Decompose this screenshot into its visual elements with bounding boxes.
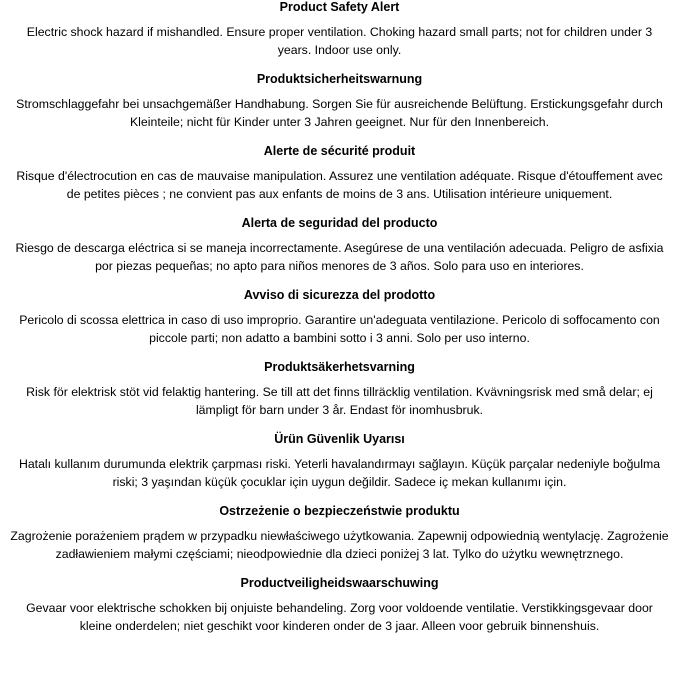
section-body: Electric shock hazard if mishandled. Ensure proper ventilation. Choking hazard small parts; not for children under 3 years. Indoor use only. [26, 24, 653, 58]
safety-section [8, 351, 671, 423]
section-heading: Alerte de sécurité produit [263, 144, 416, 158]
safety-section [8, 495, 671, 567]
section-body: Risk för elektrisk stöt vid felaktig hantering. Se till att det finns tillräcklig ventilation. Kvävningsrisk med små delar; ej lämpligt för barn under 3 år. Endast för inomhusbruk. [26, 384, 653, 418]
section-body: Riesgo de descarga eléctrica si se maneja incorrectamente. Asegúrese de una ventilación adecuada. Peligro de asfixia por piezas pequeñas; no apto para niños menores de 3 años. Solo para uso en interiores. [15, 240, 664, 274]
section-body: Stromschlaggefahr bei unsachgemäßer Handhabung. Sorgen Sie für ausreichende Belüftung. Erstickungsgefahr durch Kleinteile; nicht für Kinder unter 3 Jahren geeignet. Nur für den Innenbereich. [16, 96, 663, 130]
section-heading: Alerta de seguridad del producto [241, 216, 438, 230]
section-heading: Ürün Güvenlik Uyarısı [274, 432, 405, 446]
safety-section [8, 567, 671, 639]
section-body: Risque d'électrocution en cas de mauvaise manipulation. Assurez une ventilation adéquate. Risque d'étouffement avec de petites pièces ; ne convient pas aux enfants de moins de 3 ans. Utilisation intérieure uniquement. [16, 168, 663, 202]
section-heading: Productveiligheidswaarschuwing [240, 576, 439, 590]
safety-section [8, 63, 671, 135]
safety-section [8, 279, 671, 351]
section-body: Zagrożenie porażeniem prądem w przypadku niewłaściwego użytkowania. Zapewnij odpowiednią wentylację. Zagrożenie zadławieniem małymi częściami; nieodpowiednie dla dzieci poniżej 3 lat. Tylko do użytku wewnętrznego. [10, 528, 669, 562]
section-heading: Produktsäkerhetsvarning [264, 360, 415, 374]
section-body: Gevaar voor elektrische schokken bij onjuiste behandeling. Zorg voor voldoende ventilatie. Verstikkingsgevaar door kleine onderdelen; niet geschikt voor kinderen onder de 3 jaar. Alleen voor gebruik binnenshuis. [26, 600, 653, 634]
section-heading: Avviso di sicurezza del prodotto [243, 288, 436, 302]
safety-section [8, 135, 671, 207]
safety-section [8, 207, 671, 279]
safety-section [8, 423, 671, 495]
safety-section [8, 0, 671, 63]
section-body: Hatalı kullanım durumunda elektrik çarpması riski. Yeterli havalandırmayı sağlayın. Küçük parçalar nedeniyle boğulma riski; 3 yaşından küçük çocuklar için uygun değildir. Sadece iç mekan kullanımı için. [18, 456, 661, 490]
section-heading: Ostrzeżenie o bezpieczeństwie produktu [219, 504, 460, 518]
section-body: Pericolo di scossa elettrica in caso di uso improprio. Garantire un'adeguata ventilazione. Pericolo di soffocamento con piccole parti; non adatto a bambini sotto i 3 anni. Solo per uso interno. [19, 312, 660, 346]
section-heading: Product Safety Alert [279, 0, 400, 14]
section-heading: Produktsicherheitswarnung [256, 72, 423, 86]
